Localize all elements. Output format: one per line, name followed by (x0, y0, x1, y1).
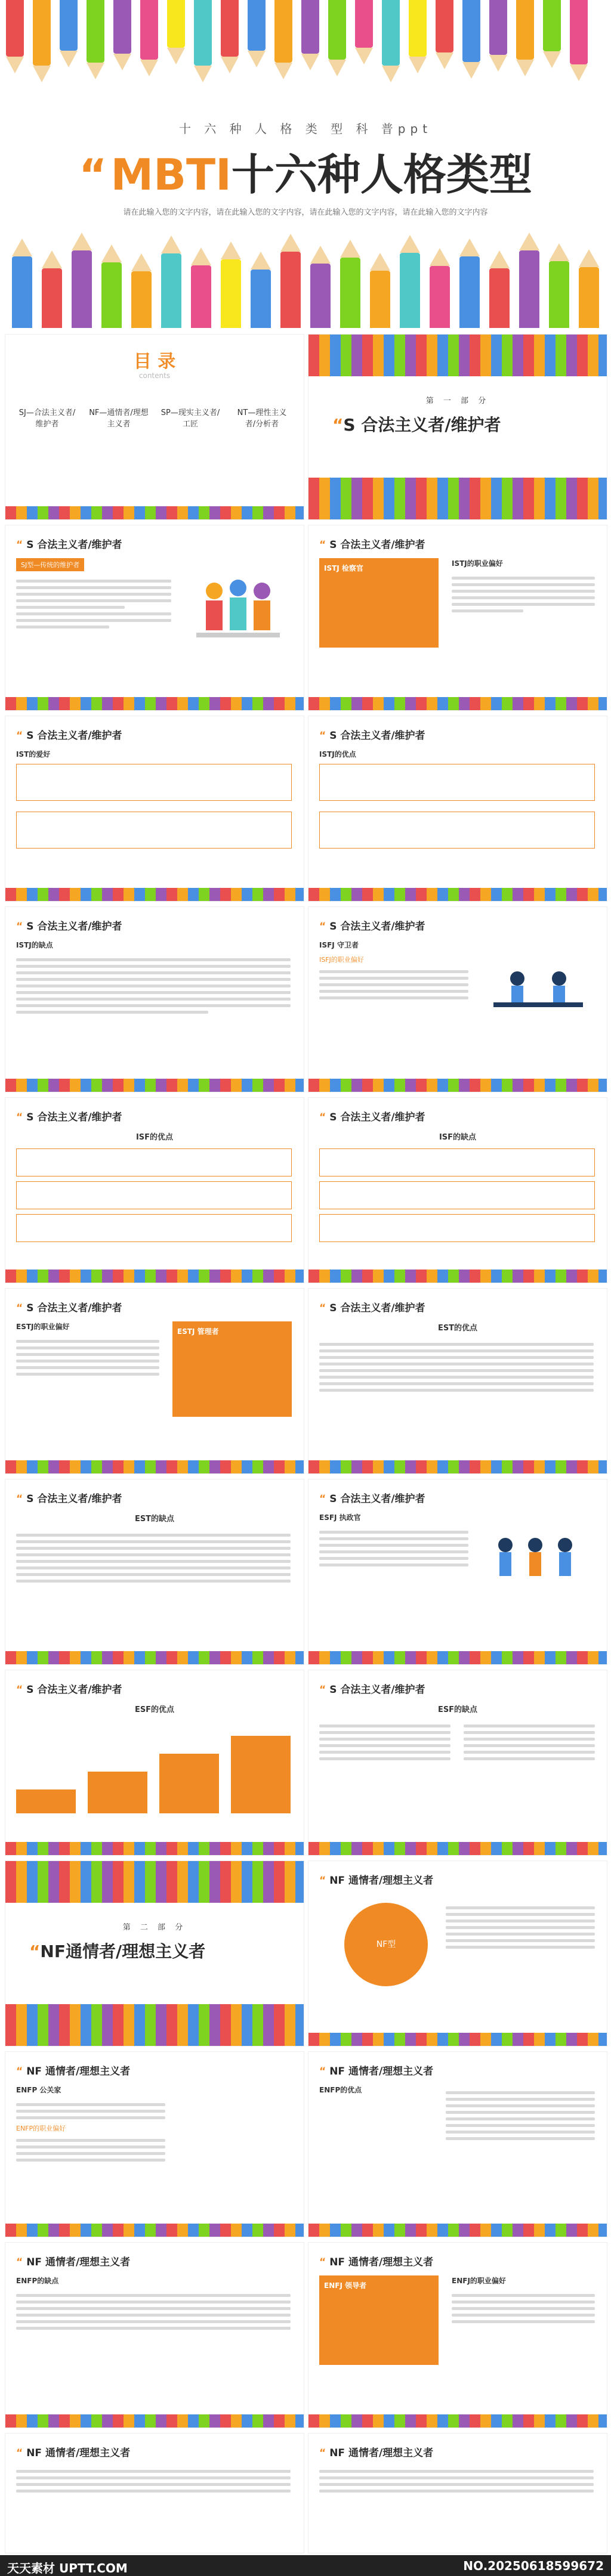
paragraph-placeholder (464, 1721, 595, 1764)
pencil-icon (194, 0, 212, 66)
quote-icon: “ (319, 1875, 326, 1887)
pencil-stripe (5, 506, 304, 519)
pencil-icon (516, 0, 534, 60)
hero-subtitle: 十 六 种 人 格 类 型 科 普ppt (178, 122, 433, 136)
pencil-stripe (5, 1861, 304, 1903)
slide-title: “ NF 通情者/理想主义者 (319, 1875, 434, 1887)
est-strength-label: EST的优点 (437, 1324, 478, 1333)
toc-item-label: SP—现实主义者/工匠 (161, 408, 220, 429)
quote-icon: “ (319, 1684, 326, 1696)
pencil-icon (131, 271, 152, 328)
quote-icon: “ (16, 539, 23, 551)
estj-card-title: ESTJ 管理者 (177, 1327, 219, 1336)
slide-title: “ S 合法主义者/维护者 (16, 1684, 122, 1696)
enfp-weak-slide (5, 2242, 304, 2428)
quote-icon: “ (16, 2066, 23, 2077)
slide-title: “ S 合法主义者/维护者 (319, 921, 425, 933)
pencil-icon (409, 0, 427, 57)
isfj-slide (308, 906, 607, 1092)
pencil-stripe (308, 888, 607, 901)
pencil-row-bottom (0, 227, 611, 328)
text-box (319, 1181, 595, 1209)
pencil-icon (101, 262, 122, 328)
text-box (319, 764, 595, 801)
section2-slide (5, 1860, 304, 2046)
text-box (319, 1214, 595, 1242)
ist-hobby-label: IST的爱好 (16, 750, 51, 758)
footer-site: 天天素材 UPTT.COM (7, 2561, 128, 2575)
pencil-stripe (308, 2224, 607, 2237)
text-box (16, 1214, 292, 1242)
pencil-icon (328, 0, 346, 60)
pencil-icon (310, 264, 331, 328)
pencil-icon (167, 0, 185, 48)
paragraph-placeholder (16, 955, 291, 1017)
est-weak-label: EST的缺点 (134, 1515, 175, 1524)
enfj-career-label: ENFJ的职业偏好 (452, 2277, 506, 2285)
esfj-slide (308, 1479, 607, 1665)
pencil-stripe (308, 1460, 607, 1473)
quote-icon: “ (319, 921, 326, 933)
pencil-icon (549, 261, 569, 328)
quote-icon: “ (319, 2066, 326, 2077)
pencil-icon (72, 250, 92, 328)
istj-card (319, 558, 439, 648)
ist-strength-label: ISTJ的优点 (319, 750, 356, 758)
quote-icon: “ (319, 1493, 326, 1505)
quote-icon: “ (79, 150, 107, 200)
paragraph-placeholder (319, 1721, 450, 1764)
pencil-stripe (5, 1842, 304, 1855)
enfp-strength-slide (308, 2051, 607, 2237)
esfj-label: ESFJ 执政官 (319, 1513, 361, 1522)
section1-title: “S 合法主义者/维护者 (332, 415, 501, 435)
pencil-stripe (308, 1842, 607, 1855)
esf-strength-label: ESF的优点 (134, 1705, 175, 1714)
slide-title: “ S 合法主义者/维护者 (319, 1493, 425, 1505)
isf-strength-slide (5, 1097, 304, 1283)
paragraph-placeholder (319, 1527, 468, 1570)
pencil-stripe (5, 2224, 304, 2237)
paragraph-placeholder (319, 967, 468, 1003)
quote-icon: “ (16, 1111, 23, 1123)
pencil-icon (191, 265, 211, 328)
istj-career-label: ISTJ的职业偏好 (452, 559, 503, 568)
section1-slide (308, 334, 607, 520)
pencil-icon (301, 0, 319, 54)
slide-title: “ NF 通情者/理想主义者 (16, 2447, 131, 2459)
est-strength-slide (308, 1288, 607, 1474)
pencil-icon (280, 252, 301, 328)
sj-intro-slide (5, 525, 304, 711)
text-box (319, 1148, 595, 1176)
quote-icon: “ (16, 730, 23, 742)
quote-icon: “ (16, 2256, 23, 2268)
pencil-icon (436, 0, 453, 52)
isf-strength-label: ISF的优点 (135, 1133, 174, 1142)
toc-item-sp[interactable] (161, 406, 220, 429)
hero-title-accent: MBTI (110, 150, 232, 200)
toc-item-nf[interactable] (89, 406, 149, 429)
pencil-stripe (308, 478, 607, 519)
enfj-card (319, 2275, 439, 2365)
slide-title: “ S 合法主义者/维护者 (319, 1302, 425, 1314)
isfj-career-label: ISFJ的职业偏好 (319, 956, 364, 964)
pencil-icon (113, 0, 131, 54)
text-box (16, 764, 292, 801)
slide-title: “ S 合法主义者/维护者 (16, 1111, 122, 1123)
pencil-stripe (308, 335, 607, 376)
paragraph-placeholder (446, 2088, 595, 2144)
pencil-stripe (5, 1079, 304, 1092)
paragraph-placeholder (319, 2466, 594, 2496)
slide-title: “ NF 通情者/理想主义者 (319, 2447, 434, 2459)
enfp-slide (5, 2051, 304, 2237)
pencil-icon (251, 270, 271, 328)
slide-title: “ S 合法主义者/维护者 (319, 539, 425, 551)
pencil-row-top (0, 0, 611, 83)
slide-title: “ S 合法主义者/维护者 (16, 730, 122, 742)
pencil-icon (355, 0, 373, 48)
slide-title: “ S 合法主义者/维护者 (16, 921, 122, 933)
quote-icon: “ (29, 1942, 41, 1961)
pencil-icon (543, 0, 561, 51)
pencil-stripe (308, 1270, 607, 1283)
pencil-icon (519, 250, 539, 328)
hero-description: 请在此输入您的文字内容，请在此输入您的文字内容，请在此输入您的文字内容，请在此输入您的文字内容 (123, 208, 488, 217)
pencil-stripe (5, 697, 304, 710)
pencil-icon (489, 268, 510, 328)
ist-hobby-slide (5, 716, 304, 902)
section2-part: 第 二 部 分 (122, 1923, 187, 1932)
enfj-slide (308, 2242, 607, 2428)
nf-type-slide (308, 1860, 607, 2046)
enfp-weak-label: ENFP的缺点 (16, 2277, 59, 2285)
toc-title-en: contents (138, 371, 171, 380)
section-tag: SJ型—传统的维护者 (16, 558, 84, 571)
isfj-label: ISFJ 守卫者 (319, 941, 359, 949)
hero-title-main: 十六种人格类型 (231, 150, 532, 200)
slide-title: “ NF 通情者/理想主义者 (319, 2256, 434, 2268)
quote-icon: “ (319, 2447, 326, 2459)
pencil-icon (382, 0, 400, 66)
pencil-icon (400, 253, 420, 328)
paragraph-placeholder (319, 1339, 594, 1395)
pencil-icon (87, 0, 104, 63)
enfp-label: ENFP 公关家 (16, 2086, 61, 2094)
paragraph-placeholder (452, 2290, 595, 2327)
quote-icon: “ (16, 2447, 23, 2459)
pencil-stripe (308, 1651, 607, 1664)
quote-icon: “ (16, 921, 23, 933)
pencil-icon (248, 0, 266, 51)
pencil-stripe (5, 1270, 304, 1283)
pencil-icon (42, 268, 62, 328)
footer-id: NO.20250618599672 (463, 2559, 604, 2573)
section1-part: 第 一 部 分 (425, 397, 490, 405)
paragraph-placeholder (16, 2100, 165, 2123)
estj-career-label: ESTJ的职业偏好 (16, 1323, 70, 1331)
estj-card (172, 1321, 292, 1417)
watermark-footer (0, 2555, 611, 2576)
pencil-stripe (5, 1460, 304, 1473)
team-illustration (482, 1521, 589, 1605)
slide-title: “ NF 通情者/理想主义者 (16, 2256, 131, 2268)
pencil-stripe (5, 888, 304, 901)
esf-weak-slide (308, 1670, 607, 1856)
slide-title: “ S 合法主义者/维护者 (16, 539, 122, 551)
pencil-icon (274, 0, 292, 63)
slide-title: “ S 合法主义者/维护者 (319, 1111, 425, 1123)
paragraph-placeholder (446, 1903, 595, 1952)
quote-icon: “ (319, 1302, 326, 1314)
slide-title: “ NF 通情者/理想主义者 (319, 2066, 434, 2077)
enfj-detail-slide-2 (308, 2433, 607, 2553)
paragraph-placeholder (16, 576, 171, 632)
pencil-stripe (5, 2414, 304, 2428)
isf-weak-label: ISF的缺点 (439, 1133, 477, 1142)
enfp-career-label: ENFP的职业偏好 (16, 2125, 66, 2132)
paragraph-placeholder (16, 2135, 165, 2165)
pencil-stripe (308, 2414, 607, 2428)
quote-icon: “ (16, 1493, 23, 1505)
pencil-icon (340, 258, 360, 328)
istj-card-title: ISTJ 检察官 (324, 564, 363, 572)
paragraph-placeholder (16, 2290, 291, 2333)
pencil-icon (221, 0, 239, 57)
slide-title: “ NF 通情者/理想主义者 (16, 2066, 131, 2077)
enfj-card-title: ENFJ 领导者 (324, 2281, 367, 2290)
text-box (319, 812, 595, 849)
paragraph-placeholder (452, 573, 595, 616)
hero-slide (0, 0, 611, 328)
estj-slide (5, 1288, 304, 1474)
pencil-icon (221, 259, 241, 328)
pencil-icon (161, 253, 181, 328)
pencil-icon (489, 0, 507, 55)
paragraph-placeholder (16, 2466, 291, 2496)
quote-icon: “ (16, 1684, 23, 1696)
pencil-icon (570, 0, 588, 64)
istj-slide (308, 525, 607, 711)
pencil-icon (370, 271, 390, 328)
enfj-detail-slide (5, 2433, 304, 2553)
ist-weak-slide (5, 906, 304, 1092)
toc-slide (5, 334, 304, 520)
hero-title (0, 140, 611, 202)
paragraph-placeholder (16, 1530, 291, 1586)
pencil-icon (430, 266, 450, 328)
est-weak-slide (5, 1479, 304, 1665)
esf-weak-label: ESF的缺点 (437, 1705, 478, 1714)
quote-icon: “ (16, 1302, 23, 1314)
pencil-stripe (308, 2033, 607, 2046)
enfp-strength-label: ENFP的优点 (319, 2086, 362, 2094)
toc-item-label: NF—通情者/理想主义者 (89, 408, 149, 429)
section2-title: “NF通情者/理想主义者 (29, 1942, 206, 1961)
toc-title: 目 录 (133, 351, 176, 372)
slide-title: “ S 合法主义者/维护者 (319, 1684, 425, 1696)
slide-title: “ S 合法主义者/维护者 (16, 1493, 122, 1505)
slide-title: “ S 合法主义者/维护者 (319, 730, 425, 742)
paragraph-placeholder (16, 1336, 159, 1379)
pencil-icon (6, 0, 24, 57)
text-box (16, 1148, 292, 1176)
pencil-stripe (308, 1079, 607, 1092)
pencil-icon (60, 0, 78, 51)
quote-icon: “ (319, 1111, 326, 1123)
pencil-icon (12, 256, 32, 328)
pencil-icon (140, 0, 158, 60)
quote-icon: “ (319, 730, 326, 742)
pencil-stripe (5, 1651, 304, 1664)
quote-icon: “ (332, 415, 344, 435)
pencil-icon (579, 267, 599, 328)
pencil-icon (33, 0, 51, 66)
step-chart (16, 1724, 291, 1813)
text-box (16, 1181, 292, 1209)
quote-icon: “ (319, 539, 326, 551)
toc-item-label: NT—理性主义者/分析者 (237, 408, 287, 429)
esf-strength-slide (5, 1670, 304, 1856)
people-illustration (190, 567, 286, 657)
isf-weak-slide (308, 1097, 607, 1283)
quote-icon: “ (319, 2256, 326, 2268)
ist-weak-label: ISTJ的缺点 (16, 941, 53, 949)
pencil-icon (462, 0, 480, 62)
nf-type-circle: NF型 (344, 1903, 428, 1986)
pencil-icon (459, 256, 480, 328)
toc-item-nt[interactable] (232, 406, 292, 429)
toc-item-sj[interactable] (17, 406, 77, 429)
office-illustration (487, 955, 589, 1032)
text-box (16, 812, 292, 849)
toc-item-label: SJ—合法主义者/维护者 (18, 408, 76, 429)
pencil-stripe (308, 697, 607, 710)
ist-strength-slide (308, 716, 607, 902)
slide-title: “ S 合法主义者/维护者 (16, 1302, 122, 1314)
pencil-stripe (5, 2004, 304, 2046)
